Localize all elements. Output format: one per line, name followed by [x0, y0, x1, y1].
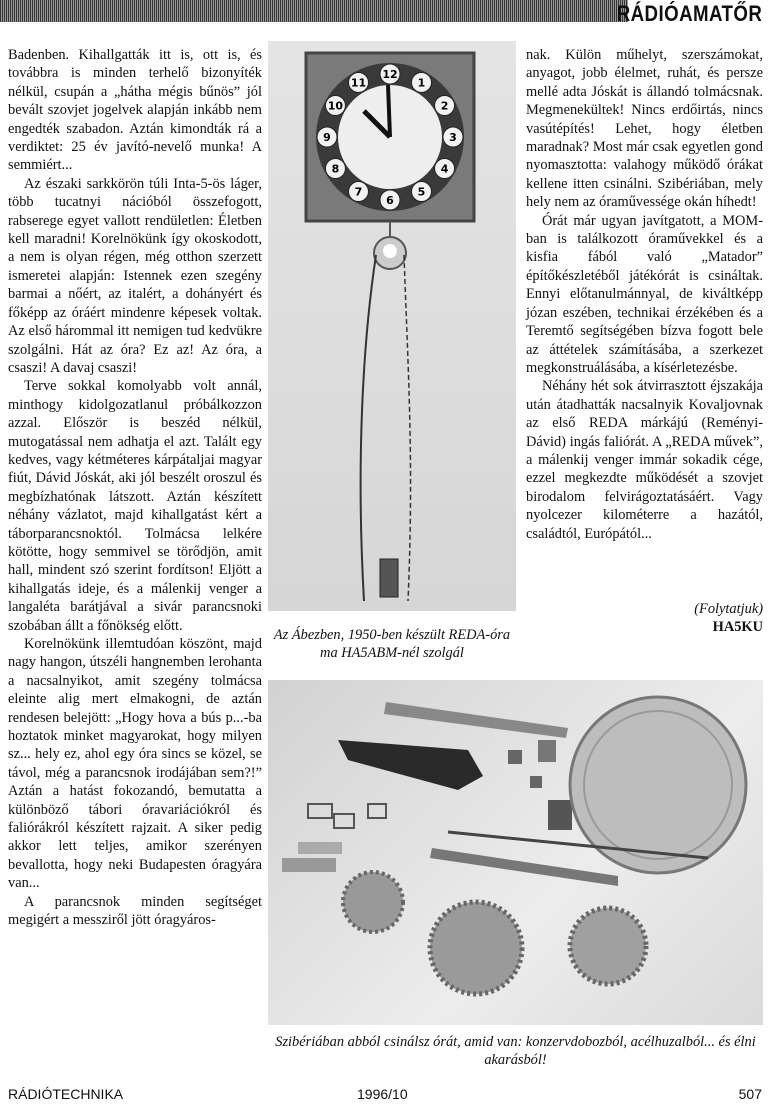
- reda-wall-clock-image: [268, 41, 516, 611]
- footer-magazine: RÁDIÓTECHNIKA: [8, 1086, 124, 1102]
- paragraph: Órát már ugyan javítgatott, a MOM-ban is találkozott óraművekkel és a kisfia fából való „Matador” építőkészletéből játékórát is csináltak. Ennyi előtanulmánnyal, de kiváltképp józan eszében, technikai érzékében és a Teremtő segítségében bízva fogott bele az áttételek számításába, a szerkezet megkonstruálásába, a kísérletezésbe.: [526, 212, 763, 376]
- article-column-1: [8, 46, 262, 930]
- clock-numeral: 5: [417, 185, 426, 199]
- clock-numeral: 10: [327, 99, 344, 113]
- article-column-3: [526, 46, 763, 543]
- paragraph: Néhány hét sok átvirrasztott éjszakája után átadhatták nacsalnyik Kovaljovnak az első REDA márkájú (Reményi-Dávid) ingás faliórát. A „REDA művek”, a málenkij venger immár sokadik cége, ezzel megkezdte működését a szovjet birodalom felvirágoztatásáért. Vagy nyolcezer kilométerre a hazától, családtól, Európától...: [526, 378, 763, 542]
- paragraph: nak. Külön műhelyt, szerszámokat, anyagot, jobb élelmet, ruhát, és persze mellé adta Jóskát is állandó tolmácsnak. Megmenekültek! Nincs erdőirtás, nincs vasútépítés! Lehet, hogy életben maradnak? Most már csak egyetlen gond nyomasztotta: valahogy működő órákat kellene itten csinálni. Szibériában, mely hely nem az óraművessége okán híhedt!: [526, 47, 763, 211]
- header-rule: [0, 0, 628, 22]
- paragraph: A parancsnok minden segítséget megigért a messziről jött óragyáros-: [8, 893, 262, 929]
- clock-numeral: 8: [331, 162, 340, 176]
- paragraph: Badenben. Kihallgatták itt is, ott is, és továbbra is minden terhelő bizonyíték nélkül, csupán a „hátha mégis bűnös” jól bevált szovjet jogelvek alapján inkább nem engedték szabadon. Aztán kimondták rá a verdiktet: 25 év javító-nevelő munka! A semmiért...: [8, 47, 262, 174]
- clock-numeral: 12: [382, 68, 398, 81]
- parts-photo-caption: Szibériában abból csinálsz órát, amid van: konzervdobozból, acélhuzalból... és élni akarásból!: [275, 1034, 756, 1068]
- footer-issue: 1996/10: [357, 1086, 408, 1102]
- clock-numeral: 6: [386, 194, 394, 207]
- footer-page-number: 507: [738, 1086, 762, 1102]
- clock-numeral: 7: [354, 185, 363, 199]
- clock-numeral: 11: [350, 76, 367, 90]
- section-title: RÁDIÓAMATŐR: [616, 1, 762, 26]
- paragraph: Korelnökünk illemtudóan köszönt, majd nagy hangon, útszéli hangnemben lerohanta a nacsalnyikot, amit szegény tolmácsa eleinte alig mert elmakogni, de aztán rendesen belejött: „Hogy hova a bús p...-ba hoztatok minket magyarokat, hogy milyen sz... hely ez, ahol egy óra sincs se közel, se távol, még a parancsnok irodájában sem?!” Aztán a hatást fokozandó, bemutatta a különböző tábori óravariációkról és faliórákról készített rajzait. A siker pedig akkor lett teljes, amikor szerényen bevallotta, hogy neki Budapesten óragyára van...: [8, 636, 262, 892]
- continued-note: (Folytatjuk): [694, 601, 763, 617]
- clock-numeral: 9: [323, 131, 331, 144]
- paragraph: Terve sokkal komolyabb volt annál, minthogy kidolgozatlanul próbálkozzon azzal. Először is beszéd nélkül, mutogatással nem adhatja el azt. Talált egy kedves, vagy kétméteres kárpátaljai magyar fiút, Dávid Jóskát, aki jól beszélt oroszul és megbízhatónak látszott. Aztán készített néhány vázlatot, majd kihallgatást kért a táborparancsnoktól. Tolmácsa lelkére kötötte, hogy semmivel se törődjön, amit hall, mindent szó szerint fordítson! Eljött a kihallgatás ideje, és a málenkij venger a langaléta barátjával a sivár parancsnoki szobában állt a főnökség előtt.: [8, 378, 262, 634]
- clock-numeral: 4: [440, 162, 449, 176]
- parts-photo: [268, 680, 763, 1025]
- clock-numeral: 2: [440, 99, 449, 113]
- clock-numeral: 1: [417, 76, 426, 90]
- clock-numeral: 3: [449, 131, 457, 144]
- clock-parts-image: [268, 680, 763, 1025]
- clock-photo-caption: Az Ábezben, 1950-ben készült REDA-óra ma HA5ABM-nél szolgál: [273, 627, 511, 661]
- clock-photo: [268, 41, 516, 611]
- paragraph: Az északi sarkkörön túli Inta-5-ös láger, több tucatnyi nációból összefogott, rabserege egyet vallott rendületlen: Életben kell maradni! Korelnökünk így okoskodott, a nem is olyan régen, még otthon szerzett ismeretei alapján: Istennek ezen szegény barmai a nőért, az italért, a dohányért és főképp az óráért mindenre képesek voltak. Az első hárommal itt nemigen tud kedvükre szolgálni. Hát az óra? Ez az! Az óra, a csaszi! A davaj csaszi!: [8, 175, 262, 376]
- author-signature: HA5KU: [712, 619, 763, 635]
